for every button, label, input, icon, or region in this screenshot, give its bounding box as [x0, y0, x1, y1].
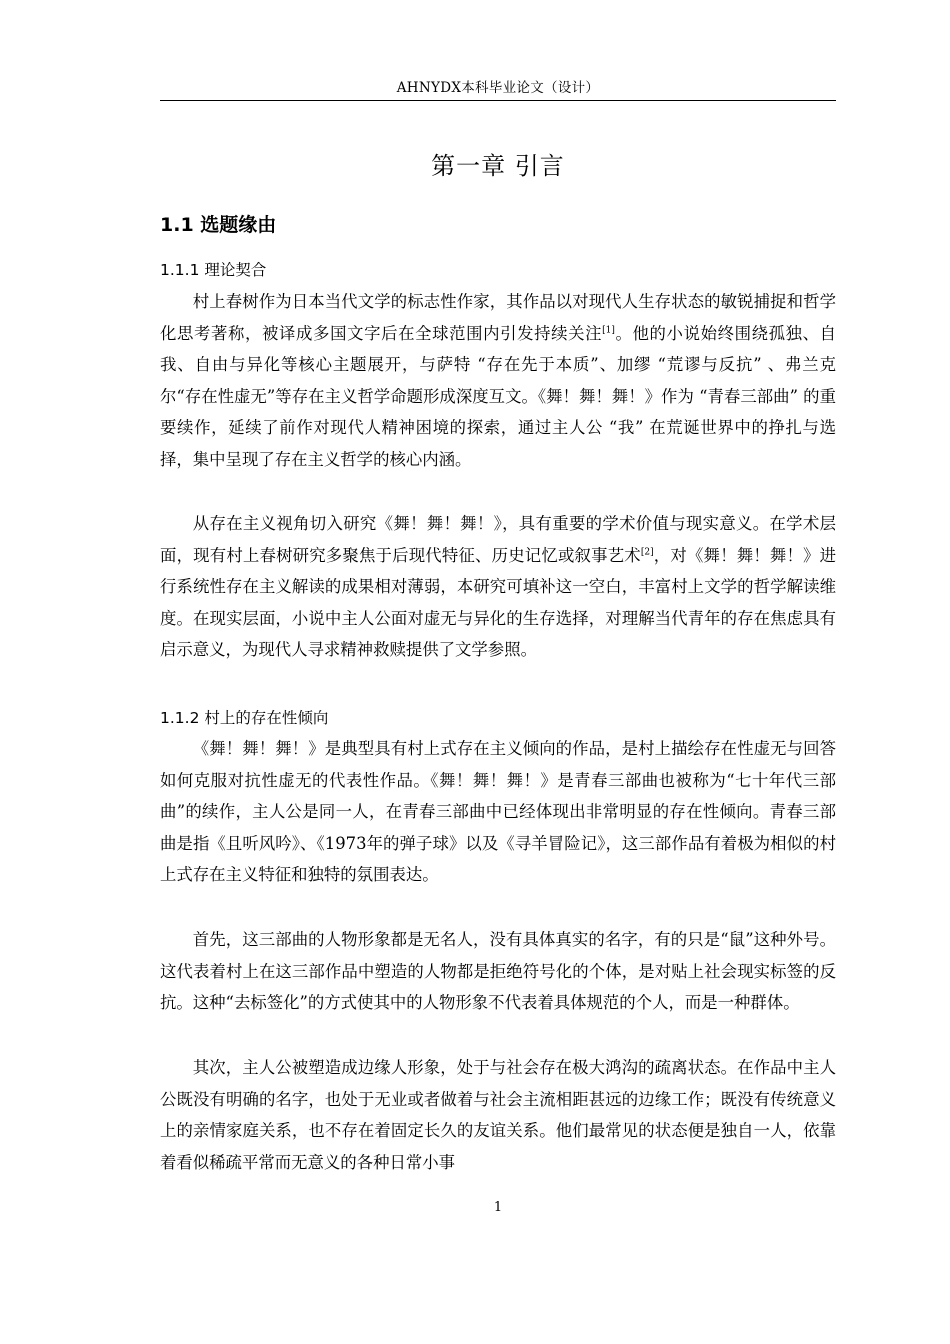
section-heading: 1.1 选题缘由 — [160, 214, 277, 236]
body-paragraph: 《舞！舞！舞！》是典型具有村上式存在主义倾向的作品，是村上描绘存在性虚无与回答如何克服对抗性虚无的代表性作品。《舞！舞！舞！》是青春三部曲也被称为“七十年代三部曲”的续作，主人公是同一人，在青春三部曲中已经体现出非常明显的存在性倾向。青春三部曲是指《且听风吟》、《1973年的弹子球》以及《寻羊冒险记》，这三部作品有着极为相似的村上式存在主义特征和独特的氛围表达。 — [160, 739, 836, 884]
citation-mark: [1] — [602, 325, 615, 336]
body-paragraph: 从存在主义视角切入研究《舞！舞！舞！》，具有重要的学术价值与现实意义。在学术层面，现有村上春树研究多聚焦于后现代特征、历史记忆或叙事艺术[2]，对《舞！舞！舞！》进行系统性存在主义解读的成果相对薄弱，本研究可填补这一空白，丰富村上文学的哲学解读维度。在现实层面，小说中主人公面对虚无与异化的生存选择，对理解当代青年的存在焦虑具有启示意义，为现代人寻求精神救赎提供了文学参照。 — [160, 514, 837, 659]
body-paragraph: 首先，这三部曲的人物形象都是无名人，没有具体真实的名字，有的只是“鼠”这种外号。这代表着村上在这三部作品中塑造的人物都是拒绝符号化的个体，是对贴上社会现实标签的反抗。这种“去标签化”的方式使其中的人物形象不代表着具体规范的个人，而是一种群体。 — [160, 930, 836, 1012]
subsection-heading: 1.1.1 理论契合 — [160, 261, 267, 279]
citation-mark: [2] — [640, 547, 654, 558]
chapter-title: 第一章 引言 — [431, 152, 565, 180]
subsection-heading: 1.1.2 村上的存在性倾向 — [160, 709, 329, 727]
page-number: 1 — [493, 1200, 503, 1215]
body-paragraph: 村上春树作为日本当代文学的标志性作家，其作品以对现代人生存状态的敏锐捕捉和哲学化思考著称，被译成多国文字后在全球范围内引发持续关注[1]。他的小说始终围绕孤独、自我、自由与异化等核心主题展开，与萨特 “存在先于本质”、加缪 “荒谬与反抗” 、弗兰克尔“存在性虚无”等存在主义哲学命题形成深度互文。《舞！舞！舞！》作为 “青春三部曲” 的重要续作，延续了前作对现代人精神困境的探索，通过主人公 “我” 在荒诞世界中的挣扎与选择，集中呈现了存在主义哲学的核心内涵。 — [160, 292, 837, 469]
body-paragraph: 其次，主人公被塑造成边缘人形象，处于与社会存在极大鸿沟的疏离状态。在作品中主人公既没有明确的名字，也处于无业或者做着与社会主流相距甚远的边缘工作；既没有传统意义上的亲情家庭关系，也不存在着固定长久的友谊关系。他们最常见的状态便是独自一人，依靠着看似稀疏平常而无意义的各种日常小事 — [160, 1058, 836, 1172]
header-rule — [160, 100, 836, 101]
running-header: AHNYDX本科毕业论文（设计） — [396, 80, 600, 96]
